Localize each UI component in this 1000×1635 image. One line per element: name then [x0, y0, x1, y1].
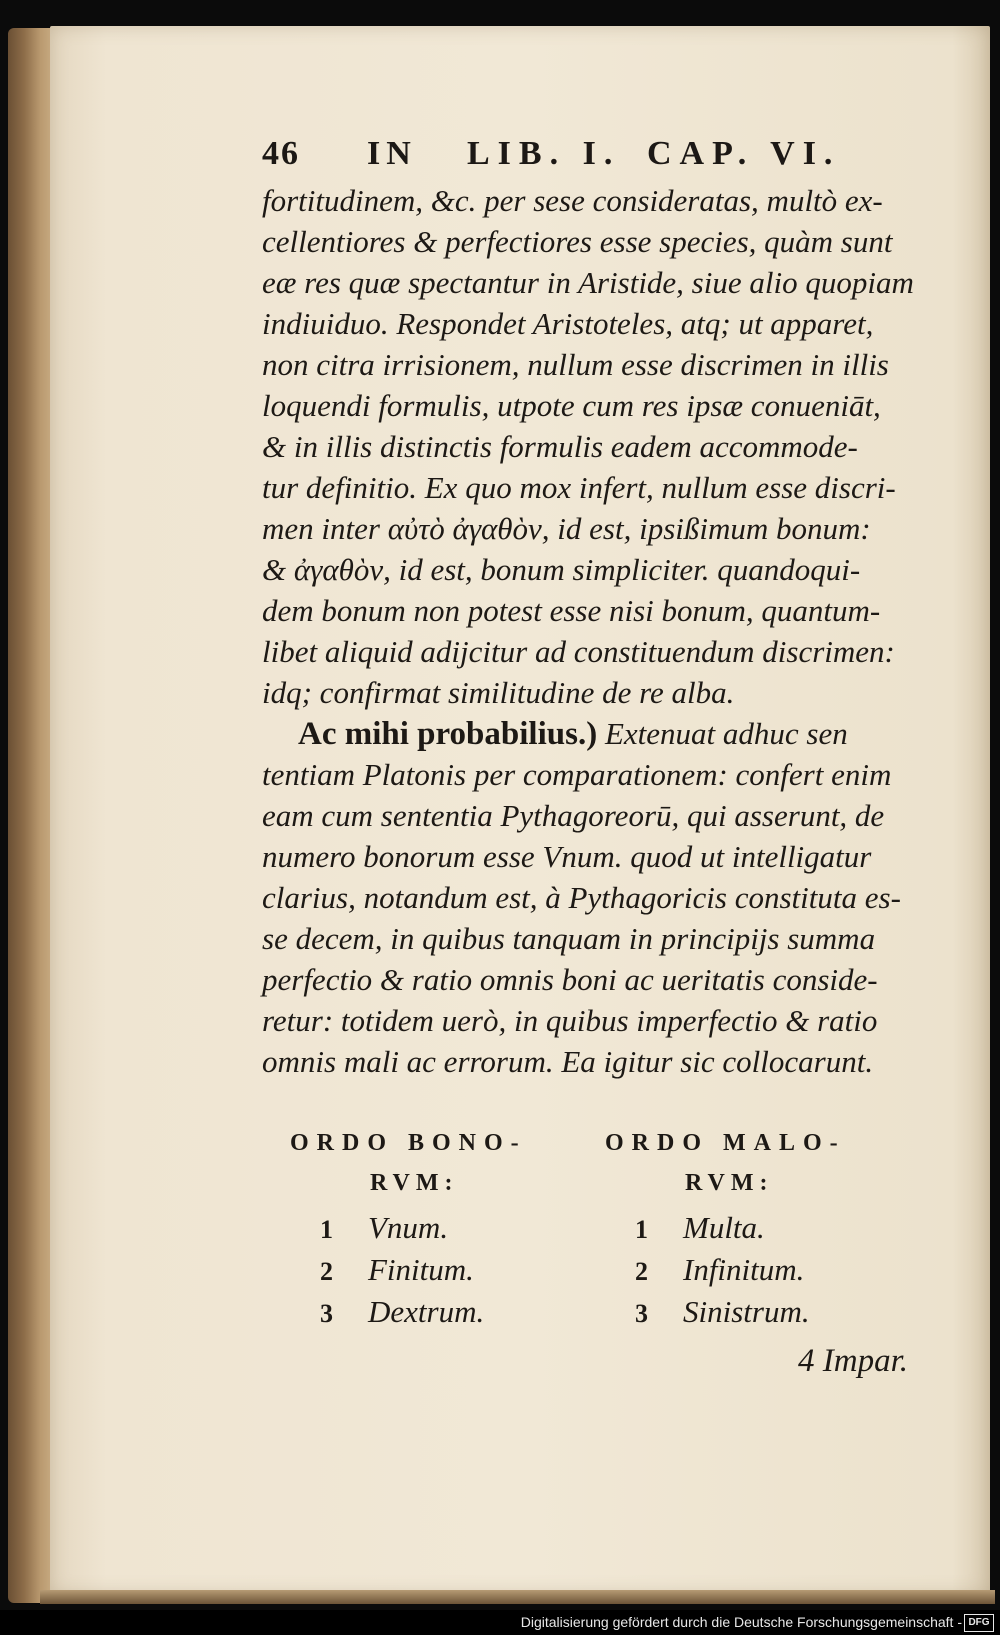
order-bonorum-column	[290, 1130, 580, 1336]
order-malorum-column	[605, 1130, 895, 1336]
running-head-in: IN	[367, 135, 417, 172]
text-line: retur: totidem uerò, in quibus imperfectio & ratio	[262, 1003, 878, 1038]
list-item	[605, 1294, 895, 1336]
dfg-logo-icon: DFG	[964, 1614, 994, 1632]
text-line: omnis mali ac errorum. Ea igitur sic collocarunt.	[262, 1044, 874, 1079]
list-item	[605, 1252, 895, 1294]
text-line: clarius, notandum est, à Pythagoricis constituta es-	[262, 880, 901, 915]
text-line: & in illis distinctis formulis eadem accommode-	[262, 429, 858, 464]
text-line: indiuiduo. Respondet Aristoteles, atq; ut apparet,	[262, 306, 874, 341]
text-line: idq; confirmat similitudine de re alba.	[262, 675, 735, 710]
item-text: Multa.	[683, 1210, 765, 1245]
text-line: perfectio & ratio omnis boni ac ueritatis conside-	[262, 962, 878, 997]
running-head-lib: LIB. I.	[467, 135, 621, 172]
text-line: men inter αὐτὸ ἀγαθὸν, id est, ipsißimum bonum:	[262, 511, 871, 546]
text-line: fortitudinem, &c. per sese consideratas, multò ex-	[262, 183, 883, 218]
list-item	[290, 1294, 580, 1336]
text-line: & ἀγαθὸν, id est, bonum simpliciter. quandoqui-	[262, 552, 861, 587]
column-heading-cont: RVM:	[370, 1170, 459, 1196]
text-line: loquendi formulis, utpote cum res ipsæ conueniāt,	[262, 388, 881, 423]
item-text: Infinitum.	[683, 1252, 805, 1287]
item-text: Sinistrum.	[683, 1294, 810, 1329]
text-line: cellentiores & perfectiores esse species, quàm sunt	[262, 224, 893, 259]
body-text	[262, 180, 914, 1082]
text-line: eæ res quæ spectantur in Aristide, siue alio quopiam	[262, 265, 914, 300]
list-item	[290, 1252, 580, 1294]
item-number: 1	[635, 1215, 648, 1244]
catchword: 4 Impar.	[798, 1343, 909, 1379]
running-head-cap: CAP. VI.	[647, 135, 841, 172]
book-bottom-edge	[40, 1590, 995, 1604]
footer-credit: Digitalisierung gefördert durch die Deutsche Forschungsgemeinschaft -	[520, 1614, 962, 1630]
list-item	[605, 1210, 895, 1252]
column-heading: ORDO BONO-	[290, 1130, 527, 1156]
text-line: tentiam Platonis per comparationem: confert enim	[262, 757, 892, 792]
paragraph-first-line	[262, 713, 892, 754]
footer-bar	[0, 1610, 1000, 1635]
text-line: se decem, in quibus tanquam in principijs summa	[262, 921, 876, 956]
text-line: tur definitio. Ex quo mox infert, nullum esse discri-	[262, 470, 896, 505]
column-heading-cont: RVM:	[685, 1170, 774, 1196]
item-text: Finitum.	[368, 1252, 474, 1287]
text-line: dem bonum non potest esse nisi bonum, quantum-	[262, 593, 881, 628]
lemma: Ac mihi probabilius.)	[298, 716, 598, 752]
text-line: libet aliquid adijcitur ad constituendum discrimen:	[262, 634, 895, 669]
list-item	[290, 1210, 580, 1252]
running-head	[262, 135, 882, 177]
page-number: 46	[262, 135, 300, 172]
item-number: 3	[320, 1299, 333, 1328]
book-spine-edge	[8, 28, 54, 1603]
text-line: non citra irrisionem, nullum esse discrimen in illis	[262, 347, 889, 382]
item-number: 1	[320, 1215, 333, 1244]
item-number: 3	[635, 1299, 648, 1328]
column-heading: ORDO MALO-	[605, 1130, 846, 1156]
text-line: numero bonorum esse Vnum. quod ut intelligatur	[262, 839, 872, 874]
item-text: Vnum.	[368, 1210, 449, 1245]
item-number: 2	[635, 1257, 648, 1286]
item-number: 2	[320, 1257, 333, 1286]
item-text: Dextrum.	[368, 1294, 485, 1329]
text-line: eam cum sententia Pythagoreorū, qui asserunt, de	[262, 798, 885, 833]
lemma-continuation: Extenuat adhuc sen	[597, 716, 848, 751]
